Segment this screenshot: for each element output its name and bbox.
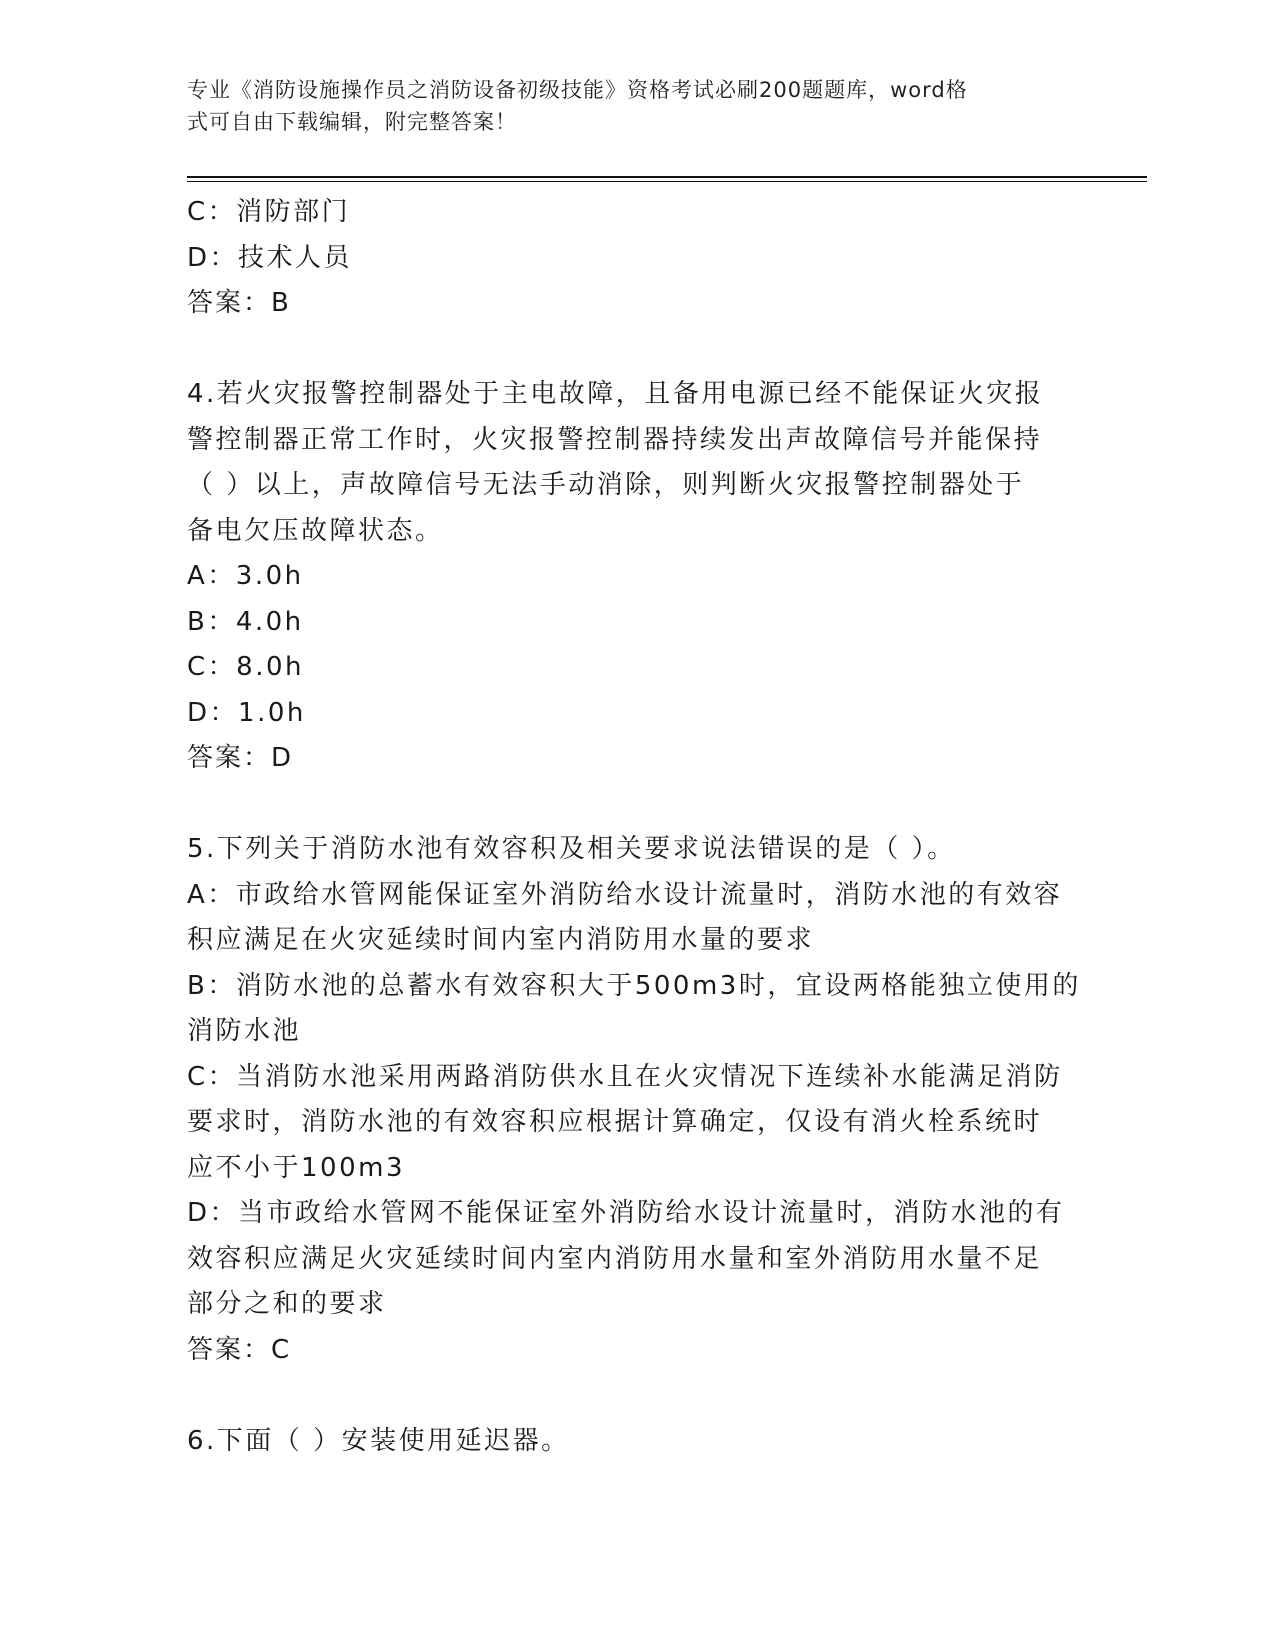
option-a: A：3.0h (187, 561, 304, 591)
option-d-line: 部分之和的要求 (187, 1289, 387, 1319)
spacer (187, 1373, 1087, 1419)
question-6 (187, 1419, 1087, 1465)
question-3 (187, 190, 1087, 327)
answer: 答案：D (187, 743, 294, 773)
document-header (187, 74, 1067, 138)
question-stem-line: 备电欠压故障状态。 (187, 515, 444, 546)
option-d-line: D：当市政给水管网不能保证室外消防给水设计流量时，消防水池的有 (187, 1198, 1065, 1228)
answer: 答案：B (187, 288, 291, 318)
option-b: B：4.0h (187, 606, 304, 637)
option-a-line: 积应满足在火灾延续时间内室内消防用水量的要求 (187, 925, 815, 955)
option-b-line: B：消防水池的总蓄水有效容积大于500m3时，宜设两格能独立使用的 (187, 970, 1081, 1001)
question-stem-line: （ ）以上，声故障信号无法手动消除，则判断火灾报警控制器处于 (187, 470, 1025, 500)
option-c-line: 应不小于100m3 (187, 1152, 405, 1183)
option-d-line: 效容积应满足火灾延续时间内室内消防用水量和室外消防用水量不足 (187, 1243, 1043, 1274)
question-5 (187, 827, 1087, 1373)
document-body (187, 190, 1087, 1464)
option-c: C：8.0h (187, 652, 304, 682)
header-divider-thin (187, 181, 1147, 182)
option-b-line: 消防水池 (187, 1016, 302, 1046)
question-stem: 6.下面（ ）安装使用延迟器。 (187, 1425, 570, 1456)
spacer (187, 782, 1087, 828)
header-line-1: 专业《消防设施操作员之消防设备初级技能》资格考试必刷200题题库，word格 (187, 78, 968, 102)
option-c-line: C：当消防水池采用两路消防供水且在火灾情况下连续补水能满足消防 (187, 1061, 1063, 1092)
answer: 答案：C (187, 1334, 292, 1365)
question-stem-line: 4.若火灾报警控制器处于主电故障，且备用电源已经不能保证火灾报 (187, 379, 1044, 409)
option-d: D：1.0h (187, 697, 306, 728)
question-4 (187, 372, 1087, 782)
option-c-line: 要求时，消防水池的有效容积应根据计算确定，仅设有消火栓系统时 (187, 1107, 1043, 1137)
option-a-line: A：市政给水管网能保证室外消防给水设计流量时，消防水池的有效容 (187, 879, 1063, 910)
header-line-2: 式可自由下载编辑，附完整答案！ (187, 110, 517, 134)
spacer (187, 327, 1087, 373)
question-stem: 5.下列关于消防水池有效容积及相关要求说法错误的是（ ）。 (187, 834, 956, 864)
header-divider-thick (187, 176, 1147, 178)
question-stem-line: 警控制器正常工作时，火灾报警控制器持续发出声故障信号并能保持 (187, 424, 1043, 455)
option-c: C：消防部门 (187, 197, 351, 227)
option-d: D：技术人员 (187, 242, 353, 273)
